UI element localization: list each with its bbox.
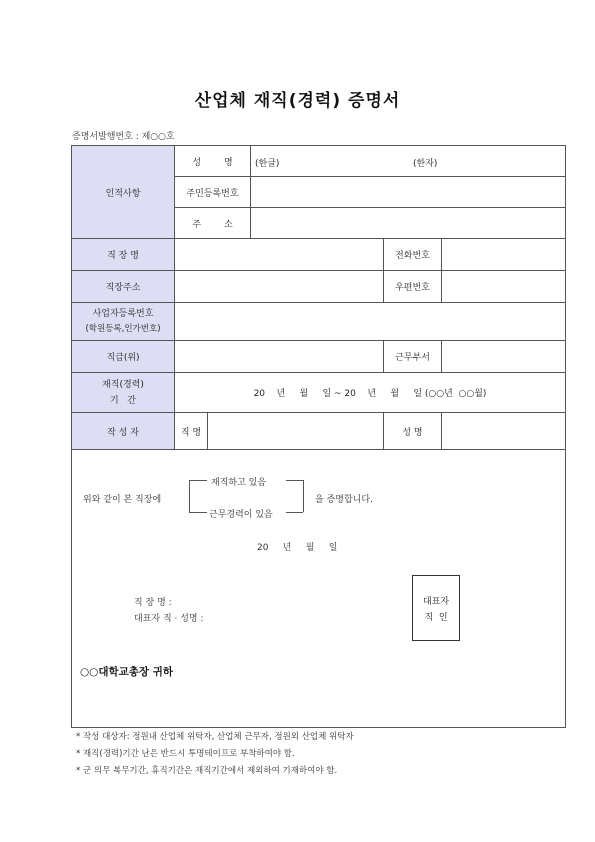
resident-number-label: 주민등록번호 <box>175 177 251 208</box>
certificate-form-table <box>71 145 566 728</box>
business-registration-field[interactable] <box>175 303 566 341</box>
document-title: 산업체 재직(경력) 증명서 <box>194 91 401 111</box>
option-currently-employed[interactable]: 재직하고 있음 <box>211 478 267 488</box>
bracket-right-top <box>286 480 303 481</box>
postal-code-label: 우편번호 <box>384 271 442 303</box>
writer-name-field[interactable] <box>442 413 566 450</box>
postal-code-field[interactable] <box>442 271 566 303</box>
option-past-career[interactable]: 근무경력이 있음 <box>209 510 273 520</box>
address-label: 주 소 <box>175 208 251 239</box>
bracket-right-bottom <box>286 512 303 513</box>
representative-seal-box <box>412 575 460 641</box>
name-field[interactable] <box>251 146 566 177</box>
personal-info-section-label: 인적사항 <box>72 146 175 239</box>
employment-period-label <box>72 373 175 413</box>
bracket-left-side <box>189 480 190 512</box>
note-item: * 군 의무 복무기간, 휴직기간은 재직기간에서 제외하여 기재하여야 함. <box>76 766 338 776</box>
rank-label: 직급(위) <box>72 341 175 373</box>
business-registration-label <box>72 303 175 341</box>
writer-position-label: 직 명 <box>175 413 208 450</box>
employment-period-label-line1: 재직(경력) <box>102 379 144 390</box>
business-registration-label-line2: (학원등록,인가번호) <box>85 323 161 334</box>
note-item: * 재직(경력)기간 난은 반드시 투명테이프로 부착하여야 함. <box>76 749 295 759</box>
department-field[interactable] <box>442 341 566 373</box>
name-label: 성 명 <box>175 146 251 177</box>
certification-date[interactable]: 20 년 월 일 <box>257 543 338 553</box>
seal-label-line1: 대표자 <box>422 597 450 607</box>
workplace-address-field[interactable] <box>175 271 384 303</box>
certification-prefix: 위와 같이 본 직장에 <box>83 495 162 505</box>
phone-field[interactable] <box>442 239 566 271</box>
workplace-name-label: 직 장 명 <box>72 239 175 271</box>
signature-workplace-name: 직 장 명 : <box>134 598 172 608</box>
notes-section <box>76 729 354 780</box>
department-label: 근무부서 <box>384 341 442 373</box>
certification-suffix: 을 증명합니다. <box>315 495 373 505</box>
resident-number-field[interactable] <box>251 177 566 208</box>
bracket-left-top <box>189 480 207 481</box>
name-hanja-label: (한자) <box>413 159 438 169</box>
name-korean-label: (한글) <box>255 159 280 169</box>
phone-label: 전화번호 <box>384 239 442 271</box>
addressee: ○○대학교총장 귀하 <box>80 666 173 678</box>
address-field[interactable] <box>251 208 566 239</box>
note-item: * 작성 대상자: 정원내 산업체 위탁자, 산업체 근무자, 정원외 산업체 위탁자 <box>76 732 354 742</box>
signature-representative: 대표자 직 · 성명 : <box>134 614 204 624</box>
bracket-left-bottom <box>189 512 207 513</box>
document-number: 증명서발행번호 : 제○○호 <box>72 132 175 142</box>
employment-period-label-line2: 기 간 <box>110 395 136 406</box>
employment-period-field[interactable]: 20 년 월 일 ~ 20 년 월 일 (○○년 ○○월) <box>175 373 566 413</box>
workplace-name-field[interactable] <box>175 239 384 271</box>
business-registration-label-line1: 사업자등록번호 <box>92 308 154 319</box>
rank-field[interactable] <box>175 341 384 373</box>
writer-label: 작 성 자 <box>72 413 175 450</box>
writer-position-field[interactable] <box>208 413 384 450</box>
workplace-address-label: 직장주소 <box>72 271 175 303</box>
seal-label-line2: 직 인 <box>424 613 448 623</box>
bracket-right-side <box>303 480 304 512</box>
writer-name-label: 성 명 <box>384 413 442 450</box>
certification-body <box>72 450 566 728</box>
